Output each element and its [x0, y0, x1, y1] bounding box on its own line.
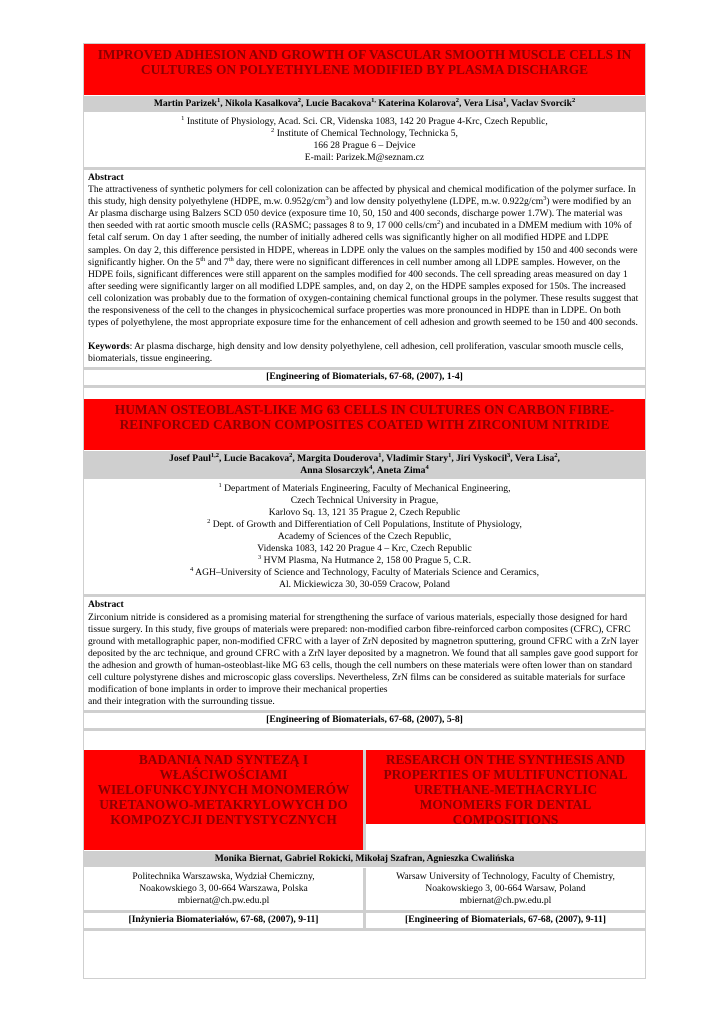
- affiliation-line: $^1$ Department of Materials Engineering, Faculty of Mechanical Engineering,: [218, 482, 511, 495]
- article-1-authors: Martin Parizek$^1$, Nikola Kasalkova$^2$, Lucie Bacakova$^{1,}$ Katerina Kolarova$^2$, Vera Lisa$^1$, Vaclav Svorcik$^2$: [84, 95, 645, 113]
- author-superscript: 1: [378, 452, 382, 460]
- article-1-affiliations: [84, 113, 645, 167]
- article-2-affiliations: [84, 480, 645, 594]
- authors-line-1: Josef Paul$^{1,2}$, Lucie Bacakova$^2$, Margita Douderova$^1$, Vladimir Stary$^1$, Jiri Vyskocil$^3$, Vera Lisa$^2$,: [169, 452, 560, 465]
- article-1-title: IMPROVED ADHESION AND GROWTH OF VASCULAR SMOOTH MUSCLE CELLS IN CULTURES ON POLYETHYLENE MODIFIED BY PLASMA DISCHARGE: [84, 44, 645, 95]
- affiliation-line: Al. Mickiewicza 30, 30-059 Cracow, Poland: [279, 579, 450, 591]
- abstract-text: The attractiveness of synthetic polymers for cell colonization can be affected by physical and chemical modification of the polymer surface. In this study, high density polyethylene (HDPE, m.w. $0.952g/cm^3$) and low density polyethylene (LDPE, m.w. $0.922g/cm^3$) were modified by an Ar plasma discharge using Balzers SCD 050 device (exposure time 10, 50, 150 and 400 seconds, discharge power 1.7W). The material was then seeded with rat aortic smooth muscle cells (RASMC; passages 8 to 9, 17 000 cells/$cm^2$) and incubated in a DMEM medium with 10% of fetal calf serum. On day 1 after seeding, the number of initially adhered cells was significantly higher on all modified HDPE and LDPE samples. On day 2, this difference persisted in HDPE, whereas in LDPE only the values on the samples modified by 150 and 400 seconds were significantly higher. On the 5th and 7th day, there were no significant differences in cell number among all LDPE samples. However, on the HDPE foils, significant differences were still apparent on the samples modified for 400 seconds. The cell spreading areas measured on day 1 after seeding were significantly larger on all modified LDPE samples, and, on day 2, on the HDPE samples exposed for 150s. The increased cell colonization was probably due to the formation of oxygen-containing chemical functional groups in the polymer. These results suggest that the responsiveness of the cell to the changes in physicochemical surface properties was more pronounced in HDPE than in LDPE. On both types of polyethylene, the most appropriate exposure time for the enhancement of cell adhesion and growth seemed to be 150 and 400 seconds.: [88, 184, 639, 329]
- affiliation-line: Videnska 1083, 142 20 Prague 4 – Krc, Czech Republic: [257, 543, 472, 555]
- author-superscript: 1: [448, 452, 452, 460]
- author-superscript: 1,2: [210, 452, 220, 460]
- author-superscript: 1,: [371, 97, 376, 104]
- author-name: Lucie Bacakova: [305, 98, 372, 109]
- author-superscript: 2: [571, 97, 576, 104]
- affiliation-pl: [84, 868, 366, 910]
- affiliation-line: $^2$ Institute of Chemical Technology, Technicka 5,: [271, 127, 458, 139]
- author-superscript: 4: [369, 464, 373, 472]
- author-name: Vera Lisa: [463, 98, 504, 109]
- authors-line-2: Anna Slosarczyk$^4$, Aneta Zima$^4$: [300, 464, 429, 477]
- aff-line: Noakowskiego 3, 00-664 Warsaw, Poland: [425, 883, 586, 895]
- article-3-affiliations: [84, 868, 645, 910]
- affiliation-line: Academy of Sciences of the Czech Republic,: [277, 531, 452, 543]
- aff-line: Warsaw University of Technology, Faculty of Chemistry,: [396, 871, 615, 883]
- affiliation-en: [366, 868, 645, 910]
- author-name: Katerina Kolarova: [378, 98, 456, 109]
- author-superscript: 3: [507, 452, 511, 460]
- author-name: Vaclav Svorcik: [510, 98, 572, 109]
- article-3-title-pl: BADANIA NAD SYNTEZĄ I WŁAŚCIWOŚCIAMI WIELOFUNKCYJNYCH MONOMERÓW URETANOWO-METAKRYLOWYCH DO KOMPOZYCJI DENTYSTYCZNYCH: [84, 750, 363, 850]
- reference-pl: [Inżynieria Biomateriałów, 67-68, (2007), 9-11]: [84, 910, 366, 931]
- affiliation-line: $^4$ AGH–University of Science and Technology, Faculty of Materials Science and Ceramics,: [190, 566, 539, 579]
- article-3-authors: Monika Biernat, Gabriel Rokicki, Mikołaj Szafran, Agnieszka Cwalińska: [84, 850, 645, 868]
- aff-line: Politechnika Warszawska, Wydział Chemiczny,: [132, 871, 315, 883]
- author-name: Martin Parizek: [153, 98, 217, 109]
- author-superscript: 1: [216, 97, 221, 104]
- author-name: Aneta Zima: [376, 465, 426, 477]
- affiliation-line: Czech Technical University in Prague,: [290, 495, 439, 507]
- aff-line: Noakowskiego 3, 00-664 Warszawa, Polska: [139, 883, 308, 895]
- author-superscript: 2: [455, 97, 460, 104]
- keywords-label: Keywords: [88, 341, 130, 353]
- author-name: Vladimir Stary: [386, 453, 449, 465]
- affiliation-line: E-mail: Parizek.M@seznam.cz: [304, 152, 425, 163]
- article-2-abstract: [84, 597, 645, 710]
- reference-en: [Engineering of Biomaterials, 67-68, (2007), 9-11]: [366, 910, 645, 931]
- affiliation-line: $^1$ Institute of Physiology, Acad. Sci. CR, Videnska 1083, 142 20 Prague 4-Krc, Czech Republic,: [181, 115, 548, 127]
- author-superscript: 1: [503, 97, 507, 104]
- author-name: Vera Lisa: [514, 453, 555, 465]
- affiliation-line: $^3$ HVM Plasma, Na Hutmance 2, 158 00 Prague 5, C.R.: [258, 554, 471, 567]
- author-name: Anna Slosarczyk: [300, 465, 370, 477]
- article-3-references: [84, 910, 645, 931]
- abstract-heading: Abstract: [88, 172, 124, 183]
- author-name: Nikola Kasalkova: [225, 98, 298, 109]
- affiliation-line: 166 28 Prague 6 – Dejvice: [313, 140, 416, 151]
- author-superscript: 4: [425, 464, 429, 472]
- email: mbiernat@ch.pw.edu.pl: [177, 895, 270, 907]
- article-2-authors: [84, 450, 645, 480]
- article-1-abstract: [84, 170, 645, 367]
- document-page: [83, 43, 646, 979]
- article-3-titles: [84, 750, 645, 850]
- article-1: [84, 44, 645, 388]
- author-superscript: 2: [297, 97, 302, 104]
- author-name: Jiri Vyskocil: [456, 453, 508, 465]
- author-name: Josef Paul: [169, 453, 211, 465]
- article-1-reference: [Engineering of Biomaterials, 67-68, (2007), 1-4]: [84, 367, 645, 388]
- author-superscript: 2: [554, 452, 558, 460]
- article-3: [84, 750, 645, 931]
- email: mbiernat@ch.pw.edu.pl: [459, 895, 552, 907]
- author-name: Margita Douderova: [297, 453, 379, 465]
- keywords-text: : Ar plasma discharge, high density and low density polyethylene, cell adhesion, cell proliferation, vascular smooth muscle cells, biomaterials, tissue engineering.: [88, 341, 624, 365]
- abstract-heading: Abstract: [88, 599, 124, 611]
- article-2-reference: [Engineering of Biomaterials, 67-68, (2007), 5-8]: [84, 710, 645, 731]
- article-2-title: HUMAN OSTEOBLAST-LIKE MG 63 CELLS IN CULTURES ON CARBON FIBRE-REINFORCED CARBON COMPOSITES COATED WITH ZIRCONIUM NITRIDE: [84, 399, 645, 450]
- article-2: [84, 399, 645, 731]
- author-superscript: 2: [289, 452, 293, 460]
- abstract-text: Zirconium nitride is considered as a promising material for strengthening the surface of various materials, especially those designed for hard tissue surgery. In this study, five groups of materials were prepared: non-modified carbon fibre-reinforced carbon composites (CFRC), CFRC ground with metallographic paper, non-modified CFRC with a layer of ZrN deposited by magnetron sputtering, ground CFRC with a ZrN layer deposited by the arc technique, and ground CFRC with a ZrN layer deposited by a magnetron. We found that all samples gave good support for the adhesion and growth of human-osteoblast-like MG 63 cells, though the cell numbers on these materials were often lower than on standard cell culture polystyrene dishes and microscopic glass coverslips. Nevertheless, ZrN films can be considered as suitable materials for surface modification of bone implants in order to improve their mechanical properties and their integration with the surrounding tissue.: [88, 611, 639, 708]
- affiliation-line: Karlovo Sq. 13, 121 35 Prague 2, Czech Republic: [268, 507, 461, 519]
- author-name: Lucie Bacakova: [223, 453, 290, 465]
- keywords: [88, 341, 641, 365]
- article-3-title-en: RESEARCH ON THE SYNTHESIS AND PROPERTIES OF MULTIFUNCTIONAL URETHANE-METHACRYLIC MONOMERS FOR DENTAL COMPOSITIONS: [366, 750, 645, 824]
- affiliation-line: $^2$ Dept. of Growth and Differentiation of Cell Populations, Institute of Physiology,: [207, 518, 522, 531]
